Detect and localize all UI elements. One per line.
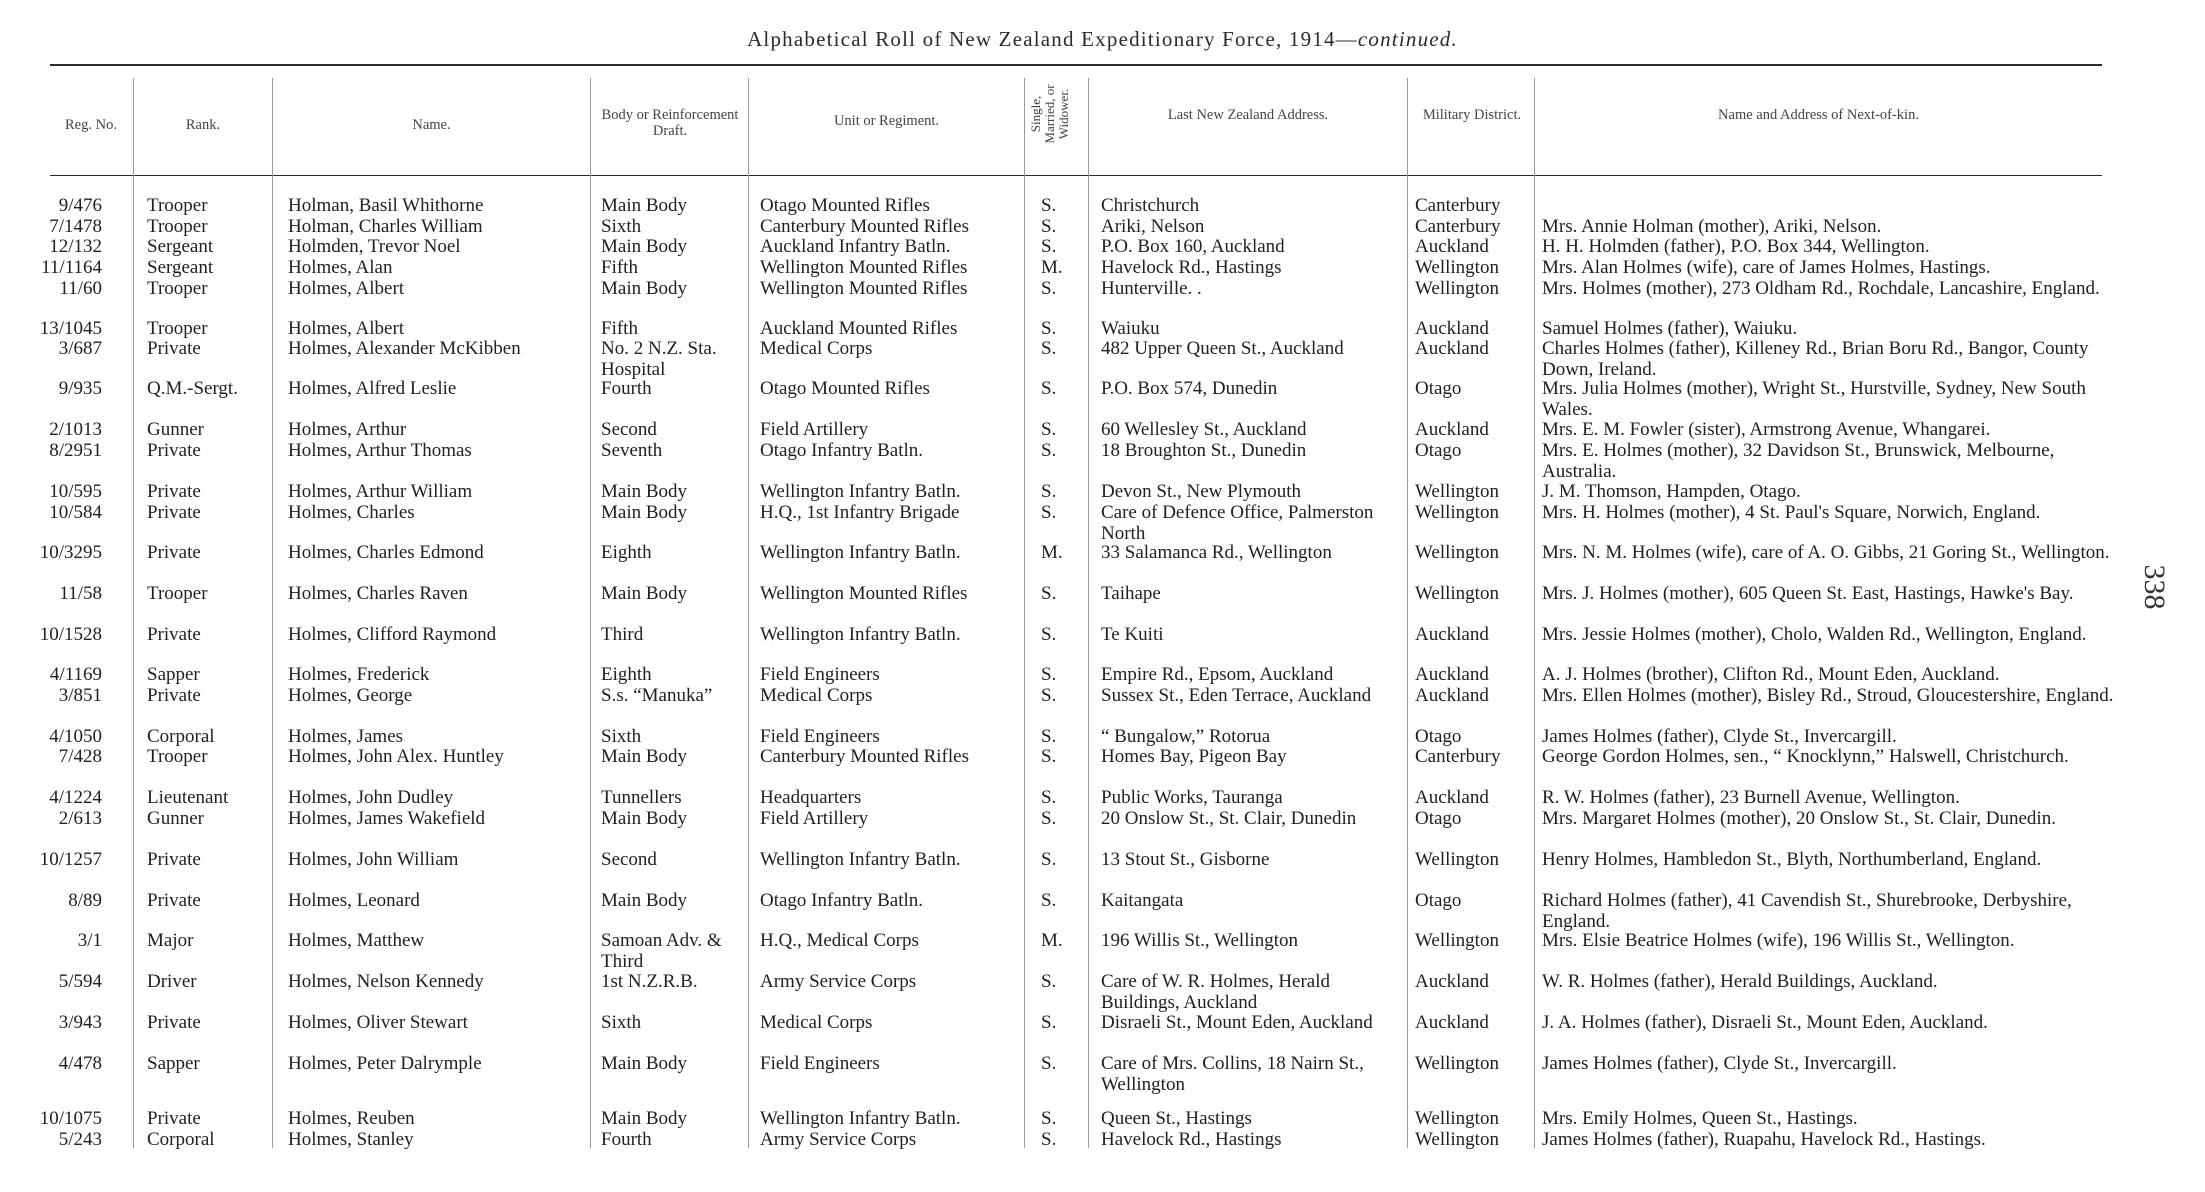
cell-kin: James Holmes (father), Ruapahu, Havelock Rd., Hastings.	[1542, 1129, 1986, 1150]
cell-kin: Mrs. E. M. Fowler (sister), Armstrong Avenue, Whangarei.	[1542, 419, 1991, 440]
cell-reg: 10/3295	[39, 542, 102, 563]
cell-unit: Canterbury Mounted Rifles	[760, 216, 969, 237]
cell-reg: 5/594	[58, 971, 102, 992]
cell-reg: 11/60	[59, 278, 102, 299]
cell-name: Holmes, Alan	[288, 257, 393, 278]
cell-district: Wellington	[1415, 257, 1499, 278]
cell-district: Otago	[1415, 440, 1462, 461]
cell-name: Holmes, Charles Raven	[288, 583, 468, 604]
title-continued: continued.	[1357, 27, 1458, 51]
cell-body: Third	[601, 624, 644, 645]
cell-name: Holmes, Peter Dalrymple	[288, 1053, 482, 1074]
table-row	[0, 1053, 2205, 1095]
cell-rank: Private	[147, 849, 201, 870]
cell-rank: Major	[147, 930, 194, 951]
cell-rank: Sergeant	[147, 257, 214, 278]
cell-district: Wellington	[1415, 1053, 1499, 1074]
cell-name: Holmden, Trevor Noel	[288, 236, 461, 257]
table-row	[0, 930, 2205, 972]
header-reg-no: Reg. No.	[65, 117, 117, 133]
cell-district: Wellington	[1415, 278, 1499, 299]
cell-rank: Lieutenant	[147, 787, 229, 808]
cell-reg: 3/1	[77, 930, 102, 951]
cell-name: Holmes, Alexander McKibben	[288, 338, 521, 359]
cell-status: S.	[1041, 338, 1057, 359]
cell-body: Main Body	[601, 890, 688, 911]
cell-body: Main Body	[601, 502, 688, 523]
cell-rank: Gunner	[147, 419, 204, 440]
cell-kin: Richard Holmes (father), 41 Cavendish St., Shurebrooke, Derbyshire, England.	[1542, 890, 2072, 932]
cell-status: S.	[1041, 746, 1057, 767]
cell-rank: Sapper	[147, 664, 200, 685]
cell-name: Holmes, Charles Edmond	[288, 542, 484, 563]
cell-name: Holmes, Charles	[288, 502, 415, 523]
cell-district: Auckland	[1415, 971, 1489, 992]
cell-reg: 10/584	[49, 502, 102, 523]
table-row	[0, 849, 2205, 873]
cell-reg: 4/1050	[49, 726, 102, 747]
cell-reg: 2/1013	[49, 419, 102, 440]
cell-kin: Mrs. Elsie Beatrice Holmes (wife), 196 Willis St., Wellington.	[1542, 930, 2015, 951]
cell-reg: 5/243	[58, 1129, 102, 1150]
table-row	[0, 542, 2205, 566]
cell-reg: 9/476	[58, 195, 102, 216]
cell-kin: A. J. Holmes (brother), Clifton Rd., Mount Eden, Auckland.	[1542, 664, 2000, 685]
cell-address: Waiuku	[1101, 318, 1160, 339]
cell-rank: Private	[147, 481, 201, 502]
header-unit: Unit or Regiment.	[833, 113, 940, 129]
cell-status: S.	[1041, 419, 1057, 440]
cell-status: S.	[1041, 787, 1057, 808]
cell-address: Kaitangata	[1101, 890, 1184, 911]
cell-name: Holmes, Nelson Kennedy	[288, 971, 484, 992]
cell-district: Auckland	[1415, 685, 1489, 706]
cell-unit: Otago Mounted Rifles	[760, 195, 930, 216]
cell-reg: 12/132	[49, 236, 102, 257]
cell-status: S.	[1041, 808, 1057, 829]
cell-unit: H.Q., Medical Corps	[760, 930, 919, 951]
table-row	[0, 1012, 2205, 1036]
cell-unit: Army Service Corps	[760, 971, 917, 992]
cell-kin: James Holmes (father), Clyde St., Invercargill.	[1542, 1053, 1897, 1074]
cell-address: 18 Broughton St., Dunedin	[1101, 440, 1307, 461]
cell-name: Holmes, Stanley	[288, 1129, 414, 1150]
cell-status: S.	[1041, 971, 1057, 992]
cell-kin: Mrs. H. Holmes (mother), 4 St. Paul's Square, Norwich, England.	[1542, 502, 2041, 523]
cell-name: Holmes, Clifford Raymond	[288, 624, 497, 645]
table-row	[0, 338, 2205, 380]
cell-address: Hunterville. .	[1101, 278, 1202, 299]
cell-address: Havelock Rd., Hastings	[1101, 1129, 1282, 1150]
cell-district: Wellington	[1415, 849, 1499, 870]
cell-reg: 11/58	[59, 583, 102, 604]
header-address: Last New Zealand Address.	[1167, 107, 1329, 123]
cell-reg: 9/935	[58, 378, 102, 399]
cell-status: S.	[1041, 502, 1057, 523]
cell-status: S.	[1041, 278, 1057, 299]
cell-body: 1st N.Z.R.B.	[601, 971, 698, 992]
cell-address: 482 Upper Queen St., Auckland	[1101, 338, 1344, 359]
cell-kin: George Gordon Holmes, sen., “ Knocklynn,” Halswell, Christchurch.	[1542, 746, 2069, 767]
cell-name: Holmes, Arthur	[288, 419, 407, 440]
cell-address: Care of W. R. Holmes, Herald Buildings, Auckland	[1101, 971, 1331, 1013]
cell-address: Care of Mrs. Collins, 18 Nairn St., Wellington	[1101, 1053, 1364, 1095]
cell-name: Holmes, John Alex. Huntley	[288, 746, 504, 767]
cell-district: Otago	[1415, 890, 1462, 911]
cell-name: Holmes, Alfred Leslie	[288, 378, 457, 399]
cell-kin: J. M. Thomson, Hampden, Otago.	[1542, 481, 1801, 502]
cell-name: Holmes, Leonard	[288, 890, 420, 911]
cell-reg: 7/428	[58, 746, 102, 767]
cell-unit: Wellington Infantry Batln.	[760, 849, 961, 870]
cell-reg: 4/478	[58, 1053, 102, 1074]
cell-district: Auckland	[1415, 236, 1489, 257]
cell-body: Main Body	[601, 746, 688, 767]
cell-rank: Private	[147, 1108, 201, 1129]
header-next-of-kin: Name and Address of Next-of-kin.	[1718, 107, 1919, 123]
cell-address: 20 Onslow St., St. Clair, Dunedin	[1101, 808, 1357, 829]
cell-reg: 4/1169	[49, 664, 102, 685]
cell-name: Holmes, Matthew	[288, 930, 425, 951]
cell-body: Sixth	[601, 1012, 642, 1033]
cell-address: Disraeli St., Mount Eden, Auckland	[1101, 1012, 1373, 1033]
cell-kin: Mrs. Emily Holmes, Queen St., Hastings.	[1542, 1108, 1858, 1129]
cell-rank: Private	[147, 502, 201, 523]
cell-body: Main Body	[601, 481, 688, 502]
cell-status: S.	[1041, 849, 1057, 870]
cell-name: Holmes, Reuben	[288, 1108, 415, 1129]
header-rank: Rank.	[185, 117, 221, 133]
cell-body: Sixth	[601, 726, 642, 747]
table-row	[0, 808, 2205, 832]
cell-status: S.	[1041, 236, 1057, 257]
cell-status: S.	[1041, 583, 1057, 604]
cell-body: Eighth	[601, 664, 652, 685]
cell-address: Care of Defence Office, Palmerston North	[1101, 502, 1374, 544]
cell-kin: J. A. Holmes (father), Disraeli St., Mount Eden, Auckland.	[1542, 1012, 1988, 1033]
cell-kin: Mrs. Jessie Holmes (mother), Cholo, Walden Rd., Wellington, England.	[1542, 624, 2087, 645]
cell-district: Wellington	[1415, 542, 1499, 563]
cell-rank: Private	[147, 338, 201, 359]
cell-name: Holmes, John William	[288, 849, 459, 870]
table-row	[0, 583, 2205, 607]
cell-rank: Private	[147, 624, 201, 645]
cell-body: Main Body	[601, 583, 688, 604]
cell-body: Main Body	[601, 808, 688, 829]
cell-rank: Private	[147, 890, 201, 911]
cell-address: Havelock Rd., Hastings	[1101, 257, 1282, 278]
cell-rank: Private	[147, 440, 201, 461]
cell-address: Public Works, Tauranga	[1101, 787, 1283, 808]
cell-body: Main Body	[601, 1108, 688, 1129]
cell-body: Fifth	[601, 257, 638, 278]
cell-kin: W. R. Holmes (father), Herald Buildings, Auckland.	[1542, 971, 1938, 992]
cell-name: Holmes, George	[288, 685, 413, 706]
cell-address: 60 Wellesley St., Auckland	[1101, 419, 1307, 440]
cell-district: Otago	[1415, 378, 1462, 399]
cell-kin: Mrs. Annie Holman (mother), Ariki, Nelson.	[1542, 216, 1882, 237]
cell-rank: Corporal	[147, 726, 215, 747]
cell-rank: Q.M.-Sergt.	[147, 378, 238, 399]
table-row	[0, 685, 2205, 709]
cell-status: S.	[1041, 216, 1057, 237]
cell-name: Holmes, Arthur William	[288, 481, 473, 502]
title-text: Alphabetical Roll of New Zealand Expeditionary Force, 1914—	[747, 27, 1358, 51]
cell-address: Homes Bay, Pigeon Bay	[1101, 746, 1287, 767]
cell-reg: 8/2951	[49, 440, 102, 461]
cell-kin: Mrs. Julia Holmes (mother), Wright St., Hurstville, Sydney, New South Wales.	[1542, 378, 2086, 420]
cell-address: Queen St., Hastings	[1101, 1108, 1252, 1129]
cell-unit: Medical Corps	[760, 1012, 873, 1033]
cell-kin: Mrs. N. M. Holmes (wife), care of A. O. Gibbs, 21 Goring St., Wellington.	[1542, 542, 2110, 563]
cell-rank: Sapper	[147, 1053, 200, 1074]
cell-unit: Wellington Infantry Batln.	[760, 624, 961, 645]
cell-district: Otago	[1415, 808, 1462, 829]
cell-address: Empire Rd., Epsom, Auckland	[1101, 664, 1334, 685]
cell-rank: Private	[147, 542, 201, 563]
cell-unit: Army Service Corps	[760, 1129, 917, 1150]
table-row	[0, 502, 2205, 544]
cell-status: S.	[1041, 664, 1057, 685]
cell-district: Canterbury	[1415, 216, 1501, 237]
cell-unit: Otago Infantry Batln.	[760, 890, 924, 911]
cell-address: Taihape	[1101, 583, 1161, 604]
cell-rank: Private	[147, 685, 201, 706]
cell-district: Canterbury	[1415, 746, 1501, 767]
cell-kin: James Holmes (father), Clyde St., Invercargill.	[1542, 726, 1897, 747]
cell-body: Second	[601, 849, 657, 870]
cell-unit: Field Artillery	[760, 419, 869, 440]
cell-district: Auckland	[1415, 318, 1489, 339]
cell-name: Holmes, Oliver Stewart	[288, 1012, 468, 1033]
cell-address: P.O. Box 160, Auckland	[1101, 236, 1285, 257]
cell-body: Fourth	[601, 378, 652, 399]
cell-unit: Wellington Infantry Batln.	[760, 1108, 961, 1129]
cell-district: Auckland	[1415, 624, 1489, 645]
cell-kin: Mrs. Margaret Holmes (mother), 20 Onslow St., St. Clair, Dunedin.	[1542, 808, 2056, 829]
cell-district: Otago	[1415, 726, 1462, 747]
cell-unit: Field Engineers	[760, 1053, 880, 1074]
cell-district: Wellington	[1415, 583, 1499, 604]
cell-name: Holmes, James	[288, 726, 404, 747]
cell-kin: Henry Holmes, Hambledon St., Blyth, Northumberland, England.	[1542, 849, 2042, 870]
cell-rank: Trooper	[147, 216, 208, 237]
cell-unit: Otago Mounted Rifles	[760, 378, 930, 399]
cell-rank: Driver	[147, 971, 197, 992]
cell-unit: Wellington Mounted Rifles	[760, 257, 968, 278]
cell-rank: Private	[147, 1012, 201, 1033]
cell-district: Wellington	[1415, 1108, 1499, 1129]
cell-rank: Trooper	[147, 195, 208, 216]
cell-body: Main Body	[601, 195, 688, 216]
cell-kin: Mrs. Alan Holmes (wife), care of James Holmes, Hastings.	[1542, 257, 1991, 278]
cell-reg: 3/851	[58, 685, 102, 706]
cell-name: Holmes, Albert	[288, 278, 405, 299]
cell-body: Main Body	[601, 1053, 688, 1074]
cell-unit: Canterbury Mounted Rifles	[760, 746, 969, 767]
cell-name: Holmes, Arthur Thomas	[288, 440, 472, 461]
cell-unit: Otago Infantry Batln.	[760, 440, 924, 461]
cell-address: 33 Salamanca Rd., Wellington	[1101, 542, 1332, 563]
cell-rank: Trooper	[147, 278, 208, 299]
cell-status: S.	[1041, 1053, 1057, 1074]
cell-reg: 2/613	[58, 808, 102, 829]
cell-district: Auckland	[1415, 787, 1489, 808]
cell-kin: Mrs. J. Holmes (mother), 605 Queen St. East, Hastings, Hawke's Bay.	[1542, 583, 2074, 604]
cell-rank: Corporal	[147, 1129, 215, 1150]
cell-body: Main Body	[601, 278, 688, 299]
cell-address: Devon St., New Plymouth	[1101, 481, 1302, 502]
cell-unit: Headquarters	[760, 787, 862, 808]
cell-rank: Trooper	[147, 746, 208, 767]
cell-unit: Field Engineers	[760, 726, 880, 747]
cell-district: Wellington	[1415, 1129, 1499, 1150]
cell-rank: Sergeant	[147, 236, 214, 257]
cell-reg: 10/1257	[39, 849, 102, 870]
cell-status: S.	[1041, 890, 1057, 911]
cell-kin: R. W. Holmes (father), 23 Burnell Avenue, Wellington.	[1542, 787, 1960, 808]
cell-name: Holmes, James Wakefield	[288, 808, 486, 829]
cell-unit: Wellington Mounted Rifles	[760, 278, 968, 299]
cell-name: Holmes, Frederick	[288, 664, 430, 685]
cell-district: Wellington	[1415, 502, 1499, 523]
cell-status: S.	[1041, 1012, 1057, 1033]
cell-unit: Wellington Infantry Batln.	[760, 481, 961, 502]
header-district: Military District.	[1422, 107, 1522, 123]
cell-address: 196 Willis St., Wellington	[1101, 930, 1299, 951]
cell-status: S.	[1041, 195, 1057, 216]
cell-status: S.	[1041, 440, 1057, 461]
cell-address: 13 Stout St., Gisborne	[1101, 849, 1270, 870]
cell-body: Samoan Adv. & Third	[601, 930, 722, 972]
cell-address: Ariki, Nelson	[1101, 216, 1205, 237]
cell-name: Holmes, Albert	[288, 318, 405, 339]
cell-address: Christchurch	[1101, 195, 1200, 216]
cell-unit: Field Artillery	[760, 808, 869, 829]
cell-address: P.O. Box 574, Dunedin	[1101, 378, 1278, 399]
cell-kin: Charles Holmes (father), Killeney Rd., Brian Boru Rd., Bangor, County Down, Ireland.	[1542, 338, 2089, 380]
cell-reg: 10/1075	[39, 1108, 102, 1129]
cell-status: M.	[1041, 930, 1063, 951]
cell-body: No. 2 N.Z. Sta. Hospital	[601, 338, 717, 380]
cell-unit: Medical Corps	[760, 338, 873, 359]
cell-reg: 7/1478	[49, 216, 102, 237]
cell-kin: Samuel Holmes (father), Waiuku.	[1542, 318, 1798, 339]
cell-status: S.	[1041, 1129, 1057, 1150]
cell-address: “ Bungalow,” Rotorua	[1101, 726, 1271, 747]
cell-name: Holman, Charles William	[288, 216, 483, 237]
cell-district: Wellington	[1415, 930, 1499, 951]
cell-rank: Trooper	[147, 318, 208, 339]
cell-unit: Wellington Mounted Rifles	[760, 583, 968, 604]
cell-body: Fourth	[601, 1129, 652, 1150]
cell-status: S.	[1041, 624, 1057, 645]
cell-reg: 10/595	[49, 481, 102, 502]
cell-kin: Mrs. E. Holmes (mother), 32 Davidson St., Brunswick, Melbourne, Australia.	[1542, 440, 2055, 482]
cell-status: S.	[1041, 1108, 1057, 1129]
cell-address: Te Kuiti	[1101, 624, 1164, 645]
cell-body: Seventh	[601, 440, 663, 461]
cell-reg: 4/1224	[49, 787, 102, 808]
cell-body: Eighth	[601, 542, 652, 563]
cell-district: Auckland	[1415, 664, 1489, 685]
cell-body: Tunnellers	[601, 787, 682, 808]
cell-reg: 3/943	[58, 1012, 102, 1033]
cell-unit: Medical Corps	[760, 685, 873, 706]
cell-kin: Mrs. Holmes (mother), 273 Oldham Rd., Rochdale, Lancashire, England.	[1542, 278, 2100, 299]
cell-unit: H.Q., 1st Infantry Brigade	[760, 502, 960, 523]
cell-body: Sixth	[601, 216, 642, 237]
table-row	[0, 624, 2205, 648]
header-name: Name.	[412, 117, 451, 133]
header-body-draft: Body or Reinforcement Draft.	[601, 107, 739, 139]
page-title	[0, 27, 2205, 52]
cell-status: S.	[1041, 726, 1057, 747]
cell-district: Wellington	[1415, 481, 1499, 502]
cell-status: M.	[1041, 257, 1063, 278]
cell-status: M.	[1041, 542, 1063, 563]
header-status	[1020, 66, 1080, 162]
cell-body: Fifth	[601, 318, 638, 339]
cell-unit: Field Engineers	[760, 664, 880, 685]
cell-body: Second	[601, 419, 657, 440]
cell-body: S.s. “Manuka”	[601, 685, 713, 706]
cell-unit: Auckland Infantry Batln.	[760, 236, 951, 257]
cell-rank: Trooper	[147, 583, 208, 604]
cell-status: S.	[1041, 685, 1057, 706]
header-rule	[50, 175, 2102, 176]
table-row	[0, 378, 2205, 420]
cell-reg: 3/687	[58, 338, 102, 359]
cell-status: S.	[1041, 378, 1057, 399]
cell-reg: 10/1528	[39, 624, 102, 645]
cell-body: Main Body	[601, 236, 688, 257]
cell-name: Holman, Basil Whithorne	[288, 195, 484, 216]
cell-status: S.	[1041, 318, 1057, 339]
cell-unit: Wellington Infantry Batln.	[760, 542, 961, 563]
table-row	[0, 971, 2205, 1013]
cell-reg: 8/89	[68, 890, 102, 911]
cell-address: Sussex St., Eden Terrace, Auckland	[1101, 685, 1372, 706]
cell-district: Canterbury	[1415, 195, 1501, 216]
page-number: 338	[2138, 564, 2171, 610]
header-status-text: Single, Married, or Widower.	[1028, 84, 1071, 144]
table-row	[0, 440, 2205, 482]
table-row	[0, 890, 2205, 932]
cell-status: S.	[1041, 481, 1057, 502]
cell-kin: H. H. Holmden (father), P.O. Box 344, Wellington.	[1542, 236, 1930, 257]
table-row	[0, 1129, 2205, 1153]
cell-unit: Auckland Mounted Rifles	[760, 318, 958, 339]
table-row	[0, 746, 2205, 770]
cell-reg: 13/1045	[39, 318, 102, 339]
cell-district: Auckland	[1415, 1012, 1489, 1033]
table-row	[0, 278, 2205, 302]
cell-district: Auckland	[1415, 338, 1489, 359]
cell-kin: Mrs. Ellen Holmes (mother), Bisley Rd., Stroud, Gloucestershire, England.	[1542, 685, 2114, 706]
cell-name: Holmes, John Dudley	[288, 787, 454, 808]
cell-district: Auckland	[1415, 419, 1489, 440]
cell-rank: Gunner	[147, 808, 204, 829]
cell-reg: 11/1164	[41, 257, 102, 278]
